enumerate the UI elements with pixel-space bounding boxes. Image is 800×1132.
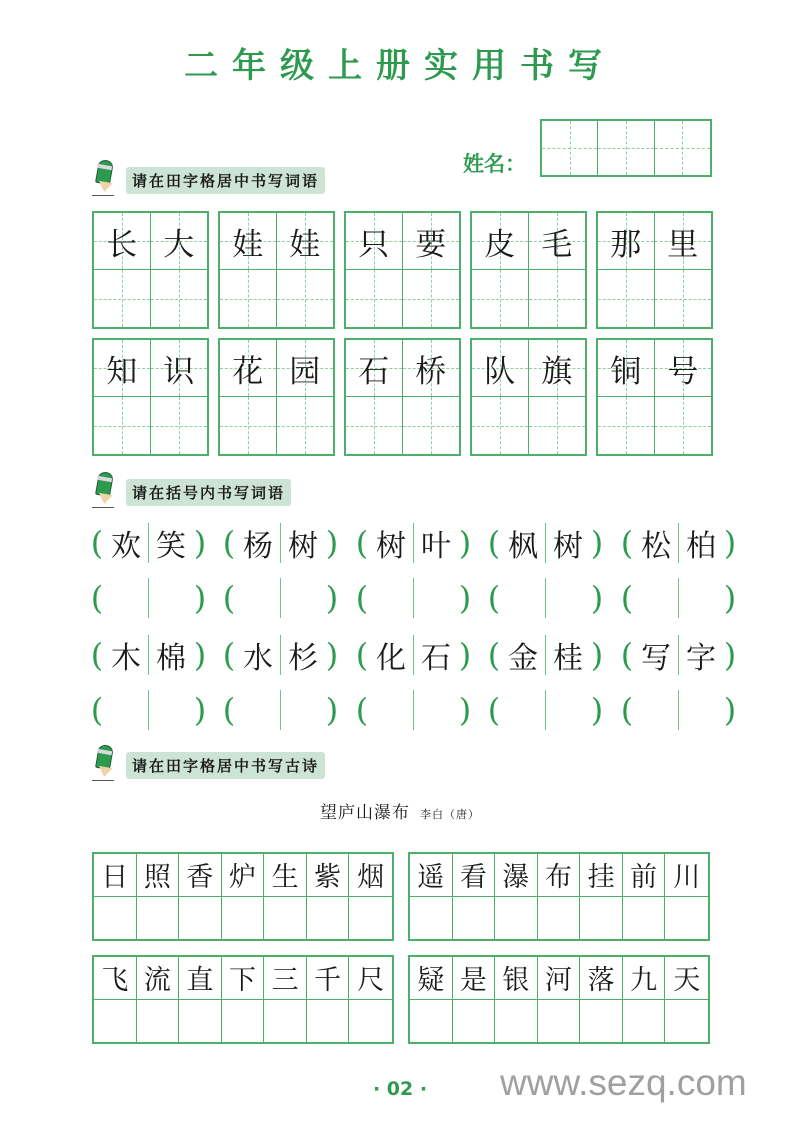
tianzige-cell-model bbox=[655, 340, 712, 397]
poem-character: 川 bbox=[665, 854, 708, 897]
tianzige-cell-model bbox=[151, 340, 208, 397]
poem-blank-cell[interactable] bbox=[453, 897, 496, 940]
open-bracket: ( bbox=[620, 691, 634, 729]
tianzige-cell-model bbox=[403, 340, 460, 397]
close-bracket: ) bbox=[723, 691, 737, 729]
word-character: 木 bbox=[111, 641, 141, 676]
section-label: 请在田字格居中书写古诗 bbox=[126, 752, 325, 779]
tianzige-cell-model bbox=[472, 340, 529, 397]
tianzige-cell-blank[interactable] bbox=[151, 270, 208, 327]
word-character: 枫 bbox=[508, 529, 538, 564]
open-bracket: ( bbox=[90, 636, 104, 674]
tianzige-cell-model bbox=[94, 213, 151, 270]
model-character: 那 bbox=[610, 226, 642, 263]
poem-character: 落 bbox=[580, 957, 623, 1000]
tianzige-cell-blank[interactable] bbox=[277, 397, 334, 454]
section-header-poem bbox=[92, 749, 325, 779]
bracket-word bbox=[90, 518, 212, 568]
bracket-blank[interactable] bbox=[222, 685, 344, 735]
bracket-blank[interactable] bbox=[355, 573, 477, 623]
poem-character: 香 bbox=[179, 854, 222, 897]
bracket-blank[interactable] bbox=[222, 573, 344, 623]
open-bracket: ( bbox=[487, 579, 501, 617]
close-bracket: ) bbox=[458, 636, 472, 674]
name-cell[interactable] bbox=[598, 121, 654, 175]
poem-character: 银 bbox=[495, 957, 538, 1000]
close-bracket: ) bbox=[193, 579, 207, 617]
close-bracket: ) bbox=[193, 524, 207, 562]
name-label: 姓名： bbox=[463, 152, 526, 176]
model-character: 娃 bbox=[232, 226, 264, 263]
poem-character: 紫 bbox=[307, 854, 350, 897]
divider-line bbox=[413, 578, 414, 618]
bracket-blank[interactable] bbox=[620, 685, 742, 735]
poem-blank-cell[interactable] bbox=[179, 897, 222, 940]
tianzige-cell-model bbox=[220, 213, 277, 270]
open-bracket: ( bbox=[355, 691, 369, 729]
tianzige-cell-blank[interactable] bbox=[94, 397, 151, 454]
poem-blank-cell[interactable] bbox=[137, 897, 180, 940]
tianzige-cell-blank[interactable] bbox=[655, 397, 712, 454]
name-cell[interactable] bbox=[542, 121, 598, 175]
tianzige-cell-model bbox=[277, 213, 334, 270]
divider-line bbox=[678, 690, 679, 730]
poem-title bbox=[0, 798, 800, 823]
model-character: 要 bbox=[415, 226, 447, 263]
model-character: 只 bbox=[358, 226, 390, 263]
open-bracket: ( bbox=[222, 524, 236, 562]
close-bracket: ) bbox=[193, 691, 207, 729]
word-character: 欢 bbox=[111, 529, 141, 564]
section-header-tianzige-words bbox=[92, 164, 325, 194]
poem-character: 三 bbox=[264, 957, 307, 1000]
open-bracket: ( bbox=[222, 691, 236, 729]
model-character: 号 bbox=[667, 353, 699, 390]
poem-blank-cell[interactable] bbox=[623, 1000, 666, 1043]
word-character: 叶 bbox=[421, 529, 451, 564]
tianzige-cell-model bbox=[598, 213, 655, 270]
model-character: 皮 bbox=[484, 226, 516, 263]
model-character: 长 bbox=[106, 226, 138, 263]
close-bracket: ) bbox=[723, 524, 737, 562]
word-character: 松 bbox=[641, 529, 671, 564]
watermark: www.sezq.com bbox=[500, 1062, 747, 1103]
close-bracket: ) bbox=[325, 691, 339, 729]
word-grid bbox=[344, 338, 461, 456]
poem-blank-cell[interactable] bbox=[580, 897, 623, 940]
poem-character: 炉 bbox=[222, 854, 265, 897]
tianzige-cell-blank[interactable] bbox=[598, 270, 655, 327]
open-bracket: ( bbox=[487, 691, 501, 729]
divider-line bbox=[545, 690, 546, 730]
close-bracket: ) bbox=[723, 579, 737, 617]
poem-line-grid bbox=[92, 852, 394, 941]
poem-blank-cell[interactable] bbox=[453, 1000, 496, 1043]
poem-blank-cell[interactable] bbox=[94, 1000, 137, 1043]
poem-line-grid bbox=[408, 852, 710, 941]
divider-line bbox=[280, 578, 281, 618]
tianzige-cell-blank[interactable] bbox=[403, 397, 460, 454]
close-bracket: ) bbox=[723, 636, 737, 674]
word-character: 化 bbox=[376, 641, 406, 676]
word-grid bbox=[470, 338, 587, 456]
word-grid bbox=[218, 211, 335, 329]
poem-blank-cell[interactable] bbox=[349, 1000, 392, 1043]
poem-blank-cell[interactable] bbox=[623, 897, 666, 940]
poem-author: 李白（唐） bbox=[420, 808, 480, 821]
close-bracket: ) bbox=[590, 691, 604, 729]
tianzige-cell-blank[interactable] bbox=[472, 397, 529, 454]
tianzige-cell-model bbox=[277, 340, 334, 397]
word-character: 杨 bbox=[243, 529, 273, 564]
open-bracket: ( bbox=[222, 579, 236, 617]
poem-line-grid bbox=[408, 955, 710, 1044]
tianzige-cell-blank[interactable] bbox=[277, 270, 334, 327]
poem-character: 下 bbox=[222, 957, 265, 1000]
close-bracket: ) bbox=[193, 636, 207, 674]
poem-character: 九 bbox=[623, 957, 666, 1000]
open-bracket: ( bbox=[355, 524, 369, 562]
close-bracket: ) bbox=[325, 636, 339, 674]
bracket-word bbox=[355, 630, 477, 680]
poem-blank-cell[interactable] bbox=[495, 1000, 538, 1043]
poem-character: 疑 bbox=[410, 957, 453, 1000]
page-number: · 02 · bbox=[372, 1078, 428, 1100]
model-character: 队 bbox=[484, 353, 516, 390]
poem-name: 望庐山瀑布 bbox=[320, 803, 410, 823]
bracket-blank[interactable] bbox=[355, 685, 477, 735]
word-character: 写 bbox=[641, 641, 671, 676]
poem-character: 看 bbox=[453, 854, 496, 897]
poem-blank-cell[interactable] bbox=[307, 1000, 350, 1043]
divider-line bbox=[545, 578, 546, 618]
open-bracket: ( bbox=[620, 636, 634, 674]
tianzige-cell-model bbox=[529, 213, 586, 270]
poem-character: 烟 bbox=[349, 854, 392, 897]
pencil-icon bbox=[92, 160, 118, 194]
tianzige-cell-model bbox=[151, 213, 208, 270]
close-bracket: ) bbox=[325, 524, 339, 562]
name-cell[interactable] bbox=[655, 121, 710, 175]
tianzige-cell-blank[interactable] bbox=[94, 270, 151, 327]
model-character: 娃 bbox=[289, 226, 321, 263]
poem-character: 直 bbox=[179, 957, 222, 1000]
model-character: 知 bbox=[106, 353, 138, 390]
poem-blank-cell[interactable] bbox=[410, 897, 453, 940]
page-title: 二年级上册实用书写 bbox=[184, 46, 616, 86]
tianzige-cell-blank[interactable] bbox=[346, 397, 403, 454]
poem-blank-cell[interactable] bbox=[137, 1000, 180, 1043]
open-bracket: ( bbox=[90, 691, 104, 729]
bracket-word bbox=[487, 518, 609, 568]
tianzige-cell-model bbox=[94, 340, 151, 397]
tianzige-cell-blank[interactable] bbox=[151, 397, 208, 454]
model-character: 识 bbox=[163, 353, 195, 390]
word-grid bbox=[596, 211, 713, 329]
name-input-grid[interactable] bbox=[540, 119, 712, 177]
poem-character: 瀑 bbox=[495, 854, 538, 897]
tianzige-cell-blank[interactable] bbox=[529, 397, 586, 454]
word-character: 石 bbox=[421, 641, 451, 676]
word-character: 树 bbox=[553, 529, 583, 564]
word-character: 桂 bbox=[553, 641, 583, 676]
close-bracket: ) bbox=[458, 524, 472, 562]
tianzige-cell-blank[interactable] bbox=[655, 270, 712, 327]
poem-character: 前 bbox=[623, 854, 666, 897]
tianzige-cell-model bbox=[598, 340, 655, 397]
bracket-word bbox=[620, 518, 742, 568]
word-grid bbox=[470, 211, 587, 329]
open-bracket: ( bbox=[90, 579, 104, 617]
tianzige-cell-model bbox=[529, 340, 586, 397]
close-bracket: ) bbox=[325, 579, 339, 617]
bracket-word bbox=[487, 630, 609, 680]
model-character: 桥 bbox=[415, 353, 447, 390]
word-character: 字 bbox=[686, 641, 716, 676]
poem-blank-cell[interactable] bbox=[222, 1000, 265, 1043]
poem-blank-cell[interactable] bbox=[307, 897, 350, 940]
bracket-word bbox=[222, 518, 344, 568]
open-bracket: ( bbox=[355, 579, 369, 617]
word-grid bbox=[344, 211, 461, 329]
model-character: 铜 bbox=[610, 353, 642, 390]
poem-character: 日 bbox=[94, 854, 137, 897]
bracket-blank[interactable] bbox=[90, 573, 212, 623]
open-bracket: ( bbox=[222, 636, 236, 674]
poem-blank-cell[interactable] bbox=[222, 897, 265, 940]
word-character: 金 bbox=[508, 641, 538, 676]
close-bracket: ) bbox=[590, 579, 604, 617]
word-character: 水 bbox=[243, 641, 273, 676]
word-character: 柏 bbox=[686, 529, 716, 564]
tianzige-cell-blank[interactable] bbox=[220, 270, 277, 327]
tianzige-cell-blank[interactable] bbox=[472, 270, 529, 327]
poem-blank-cell[interactable] bbox=[94, 897, 137, 940]
divider-line bbox=[678, 578, 679, 618]
tianzige-cell-blank[interactable] bbox=[529, 270, 586, 327]
model-character: 旗 bbox=[541, 353, 573, 390]
poem-character: 天 bbox=[665, 957, 708, 1000]
open-bracket: ( bbox=[355, 636, 369, 674]
tianzige-cell-model bbox=[346, 340, 403, 397]
poem-blank-cell[interactable] bbox=[538, 897, 581, 940]
poem-character: 是 bbox=[453, 957, 496, 1000]
divider-line bbox=[413, 690, 414, 730]
close-bracket: ) bbox=[590, 636, 604, 674]
model-character: 花 bbox=[232, 353, 264, 390]
bracket-word bbox=[620, 630, 742, 680]
pencil-icon bbox=[92, 745, 118, 779]
poem-character: 生 bbox=[264, 854, 307, 897]
poem-blank-cell[interactable] bbox=[495, 897, 538, 940]
word-grid bbox=[92, 211, 209, 329]
bracket-blank[interactable] bbox=[487, 573, 609, 623]
poem-blank-cell[interactable] bbox=[179, 1000, 222, 1043]
word-character: 杉 bbox=[288, 641, 318, 676]
bracket-word bbox=[222, 630, 344, 680]
poem-character: 照 bbox=[137, 854, 180, 897]
open-bracket: ( bbox=[487, 636, 501, 674]
poem-blank-cell[interactable] bbox=[580, 1000, 623, 1043]
poem-blank-cell[interactable] bbox=[538, 1000, 581, 1043]
open-bracket: ( bbox=[620, 524, 634, 562]
poem-character: 挂 bbox=[580, 854, 623, 897]
poem-character: 飞 bbox=[94, 957, 137, 1000]
bracket-blank[interactable] bbox=[620, 573, 742, 623]
model-character: 园 bbox=[289, 353, 321, 390]
word-character: 树 bbox=[288, 529, 318, 564]
tianzige-cell-blank[interactable] bbox=[346, 270, 403, 327]
close-bracket: ) bbox=[458, 691, 472, 729]
word-character: 棉 bbox=[156, 641, 186, 676]
word-grid bbox=[596, 338, 713, 456]
poem-blank-cell[interactable] bbox=[665, 1000, 708, 1043]
word-grid bbox=[92, 338, 209, 456]
poem-character: 千 bbox=[307, 957, 350, 1000]
open-bracket: ( bbox=[90, 524, 104, 562]
model-character: 大 bbox=[163, 226, 195, 263]
word-character: 树 bbox=[376, 529, 406, 564]
bracket-blank[interactable] bbox=[90, 685, 212, 735]
tianzige-cell-blank[interactable] bbox=[403, 270, 460, 327]
word-grid bbox=[218, 338, 335, 456]
word-character: 笑 bbox=[156, 529, 186, 564]
tianzige-cell-model bbox=[220, 340, 277, 397]
poem-blank-cell[interactable] bbox=[264, 897, 307, 940]
divider-line bbox=[148, 690, 149, 730]
close-bracket: ) bbox=[458, 579, 472, 617]
open-bracket: ( bbox=[487, 524, 501, 562]
tianzige-cell-model bbox=[403, 213, 460, 270]
poem-blank-cell[interactable] bbox=[349, 897, 392, 940]
section-label: 请在括号内书写词语 bbox=[126, 479, 291, 506]
model-character: 里 bbox=[667, 226, 699, 263]
model-character: 石 bbox=[358, 353, 390, 390]
poem-character: 河 bbox=[538, 957, 581, 1000]
open-bracket: ( bbox=[620, 579, 634, 617]
tianzige-cell-blank[interactable] bbox=[598, 397, 655, 454]
tianzige-cell-model bbox=[655, 213, 712, 270]
section-label: 请在田字格居中书写词语 bbox=[126, 167, 325, 194]
model-character: 毛 bbox=[541, 226, 573, 263]
section-header-bracket-words bbox=[92, 476, 291, 506]
divider-line bbox=[280, 690, 281, 730]
tianzige-cell-model bbox=[346, 213, 403, 270]
poem-character: 遥 bbox=[410, 854, 453, 897]
bracket-word bbox=[90, 630, 212, 680]
poem-blank-cell[interactable] bbox=[665, 897, 708, 940]
bracket-blank[interactable] bbox=[487, 685, 609, 735]
bracket-word bbox=[355, 518, 477, 568]
tianzige-cell-blank[interactable] bbox=[220, 397, 277, 454]
poem-character: 尺 bbox=[349, 957, 392, 1000]
poem-character: 布 bbox=[538, 854, 581, 897]
divider-line bbox=[148, 578, 149, 618]
poem-character: 流 bbox=[137, 957, 180, 1000]
poem-blank-cell[interactable] bbox=[410, 1000, 453, 1043]
pencil-icon bbox=[92, 472, 118, 506]
poem-blank-cell[interactable] bbox=[264, 1000, 307, 1043]
close-bracket: ) bbox=[590, 524, 604, 562]
poem-line-grid bbox=[92, 955, 394, 1044]
tianzige-cell-model bbox=[472, 213, 529, 270]
